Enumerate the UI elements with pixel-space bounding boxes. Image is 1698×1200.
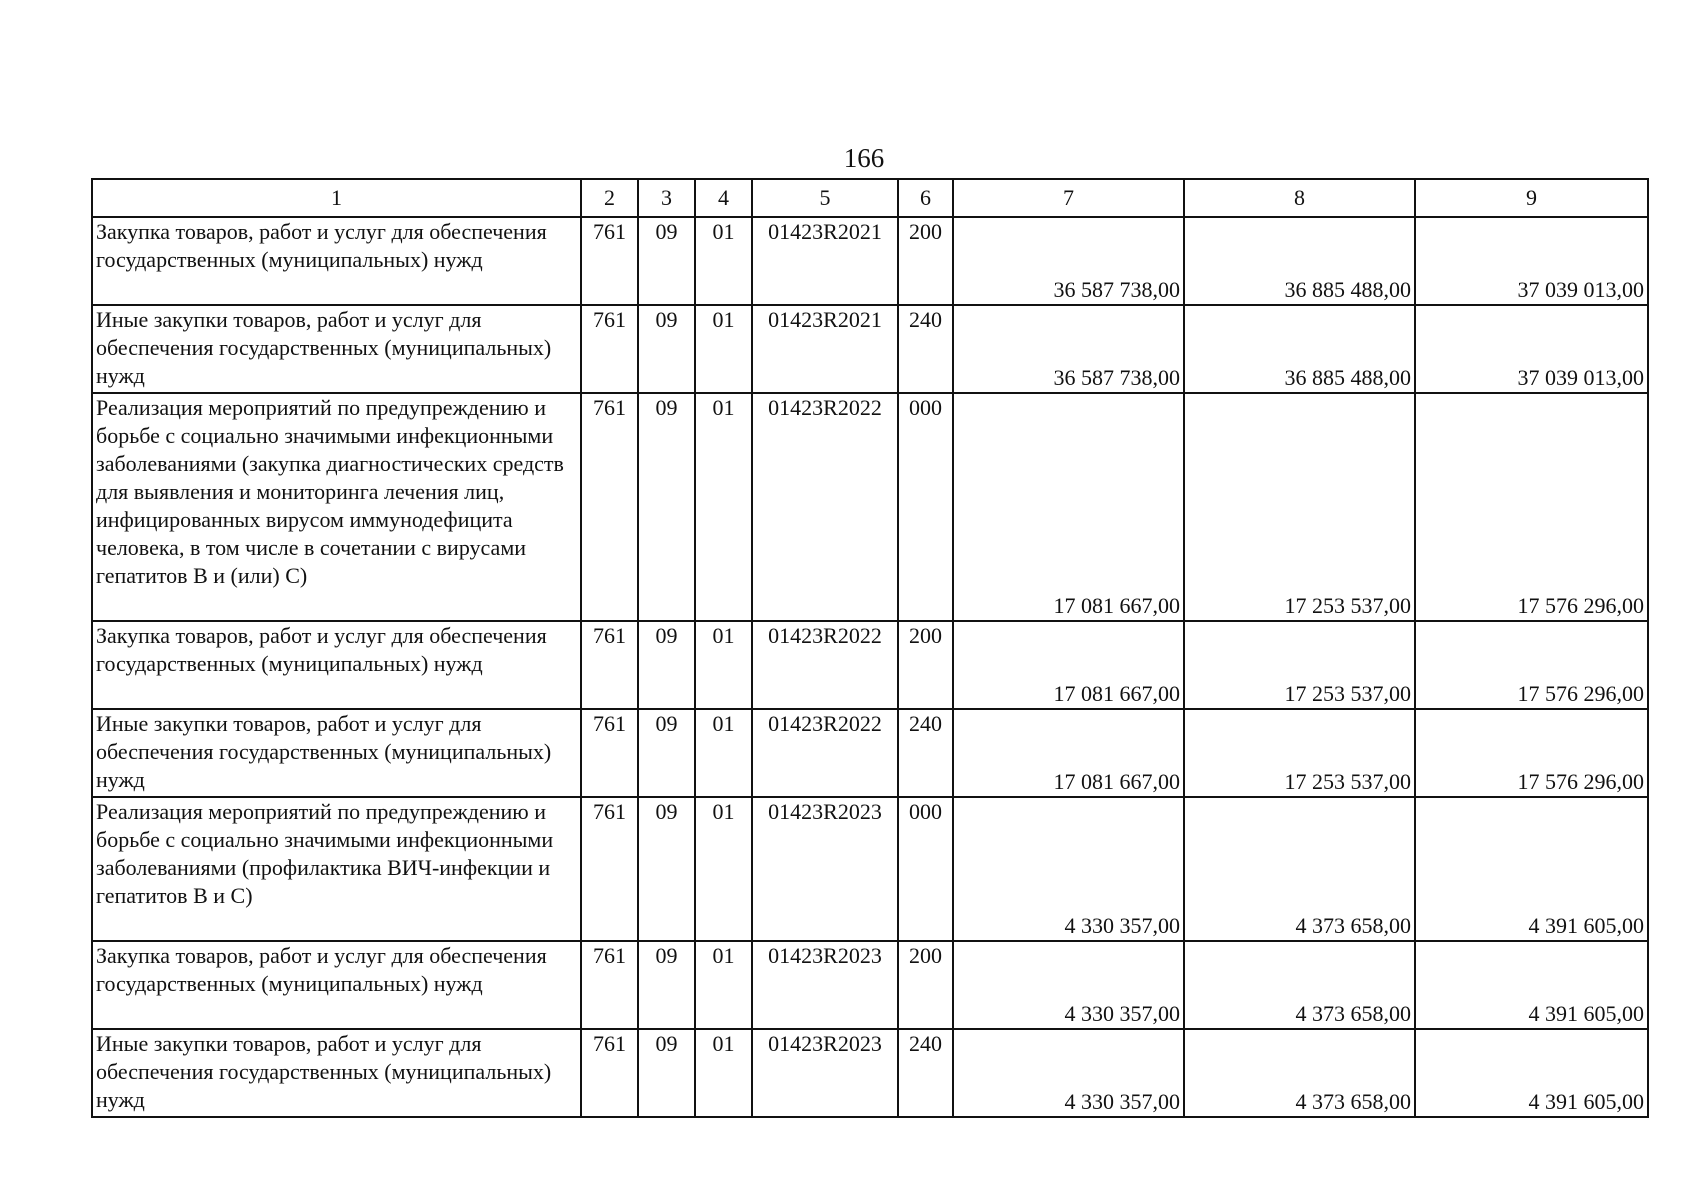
row-code-section: 09 xyxy=(638,797,695,941)
row-amount-7: 4 330 357,00 xyxy=(953,941,1184,1029)
row-code-target: 01423R2022 xyxy=(752,393,898,621)
row-code-ministry: 761 xyxy=(581,217,638,305)
row-code-section: 09 xyxy=(638,1029,695,1117)
page-number: 166 xyxy=(843,143,885,173)
row-code-subsection: 01 xyxy=(695,305,752,393)
row-code-subsection: 01 xyxy=(695,621,752,709)
row-code-ministry: 761 xyxy=(581,941,638,1029)
row-code-expense-type: 240 xyxy=(898,709,953,797)
row-amount-7: 4 330 357,00 xyxy=(953,1029,1184,1117)
row-amount-7: 17 081 667,00 xyxy=(953,393,1184,621)
row-name: Закупка товаров, работ и услуг для обеспечения государственных (муниципальных) нужд xyxy=(92,217,581,305)
table-row xyxy=(92,941,1648,1029)
row-amount-9: 17 576 296,00 xyxy=(1415,393,1648,621)
row-code-subsection: 01 xyxy=(695,941,752,1029)
row-code-expense-type: 240 xyxy=(898,305,953,393)
row-amount-7: 17 081 667,00 xyxy=(953,621,1184,709)
row-code-section: 09 xyxy=(638,393,695,621)
row-code-target: 01423R2023 xyxy=(752,941,898,1029)
row-code-subsection: 01 xyxy=(695,709,752,797)
header-col-8: 8 xyxy=(1184,179,1415,217)
row-code-ministry: 761 xyxy=(581,709,638,797)
row-amount-9: 17 576 296,00 xyxy=(1415,621,1648,709)
table-row xyxy=(92,305,1648,393)
row-amount-7: 17 081 667,00 xyxy=(953,709,1184,797)
row-code-section: 09 xyxy=(638,709,695,797)
row-code-target: 01423R2023 xyxy=(752,1029,898,1117)
row-code-expense-type: 200 xyxy=(898,217,953,305)
row-amount-9: 17 576 296,00 xyxy=(1415,709,1648,797)
row-name: Иные закупки товаров, работ и услуг для обеспечения государственных (муниципальных) нужд xyxy=(92,709,581,797)
row-code-subsection: 01 xyxy=(695,1029,752,1117)
budget-table xyxy=(91,178,1649,1118)
header-col-5: 5 xyxy=(752,179,898,217)
row-code-ministry: 761 xyxy=(581,393,638,621)
row-amount-8: 4 373 658,00 xyxy=(1184,1029,1415,1117)
row-amount-9: 37 039 013,00 xyxy=(1415,305,1648,393)
row-amount-9: 4 391 605,00 xyxy=(1415,1029,1648,1117)
row-code-target: 01423R2023 xyxy=(752,797,898,941)
row-amount-9: 4 391 605,00 xyxy=(1415,941,1648,1029)
header-col-1: 1 xyxy=(92,179,581,217)
row-code-section: 09 xyxy=(638,217,695,305)
row-code-subsection: 01 xyxy=(695,797,752,941)
row-amount-8: 36 885 488,00 xyxy=(1184,305,1415,393)
row-code-section: 09 xyxy=(638,305,695,393)
row-name: Закупка товаров, работ и услуг для обеспечения государственных (муниципальных) нужд xyxy=(92,941,581,1029)
row-amount-8: 17 253 537,00 xyxy=(1184,709,1415,797)
header-col-7: 7 xyxy=(953,179,1184,217)
row-name: Реализация мероприятий по предупреждению и борьбе с социально значимыми инфекционными заболеваниями (профилактика ВИЧ-инфекции и гепатитов B и C) xyxy=(92,797,581,941)
header-col-3: 3 xyxy=(638,179,695,217)
header-col-4: 4 xyxy=(695,179,752,217)
row-amount-8: 4 373 658,00 xyxy=(1184,797,1415,941)
row-amount-7: 36 587 738,00 xyxy=(953,217,1184,305)
header-col-9: 9 xyxy=(1415,179,1648,217)
table-row xyxy=(92,217,1648,305)
header-row xyxy=(92,179,1648,217)
row-code-ministry: 761 xyxy=(581,797,638,941)
row-code-section: 09 xyxy=(638,621,695,709)
table-header xyxy=(92,179,1648,217)
row-code-target: 01423R2022 xyxy=(752,621,898,709)
row-code-section: 09 xyxy=(638,941,695,1029)
table-row xyxy=(92,393,1648,621)
table-row xyxy=(92,621,1648,709)
row-amount-8: 17 253 537,00 xyxy=(1184,621,1415,709)
row-code-subsection: 01 xyxy=(695,393,752,621)
row-amount-7: 36 587 738,00 xyxy=(953,305,1184,393)
row-code-target: 01423R2021 xyxy=(752,305,898,393)
row-code-expense-type: 000 xyxy=(898,797,953,941)
row-code-expense-type: 200 xyxy=(898,621,953,709)
row-amount-8: 4 373 658,00 xyxy=(1184,941,1415,1029)
row-code-target: 01423R2021 xyxy=(752,217,898,305)
table-body xyxy=(92,217,1648,1117)
row-amount-9: 37 039 013,00 xyxy=(1415,217,1648,305)
table-row xyxy=(92,797,1648,941)
row-code-expense-type: 000 xyxy=(898,393,953,621)
table-row xyxy=(92,709,1648,797)
row-code-target: 01423R2022 xyxy=(752,709,898,797)
row-code-ministry: 761 xyxy=(581,305,638,393)
row-code-expense-type: 240 xyxy=(898,1029,953,1117)
row-code-ministry: 761 xyxy=(581,1029,638,1117)
row-amount-7: 4 330 357,00 xyxy=(953,797,1184,941)
row-code-ministry: 761 xyxy=(581,621,638,709)
row-name: Реализация мероприятий по предупреждению и борьбе с социально значимыми инфекционными заболеваниями (закупка диагностических средств для выявления и мониторинга лечения лиц, инфицированных вирусом иммунодефицита человека, в том числе в сочетании с вирусами гепатитов B и (или) C) xyxy=(92,393,581,621)
row-amount-9: 4 391 605,00 xyxy=(1415,797,1648,941)
row-code-subsection: 01 xyxy=(695,217,752,305)
row-name: Иные закупки товаров, работ и услуг для обеспечения государственных (муниципальных) нужд xyxy=(92,305,581,393)
header-col-6: 6 xyxy=(898,179,953,217)
row-name: Иные закупки товаров, работ и услуг для обеспечения государственных (муниципальных) нужд xyxy=(92,1029,581,1117)
row-amount-8: 17 253 537,00 xyxy=(1184,393,1415,621)
row-amount-8: 36 885 488,00 xyxy=(1184,217,1415,305)
table-row xyxy=(92,1029,1648,1117)
row-name: Закупка товаров, работ и услуг для обеспечения государственных (муниципальных) нужд xyxy=(92,621,581,709)
row-code-expense-type: 200 xyxy=(898,941,953,1029)
header-col-2: 2 xyxy=(581,179,638,217)
